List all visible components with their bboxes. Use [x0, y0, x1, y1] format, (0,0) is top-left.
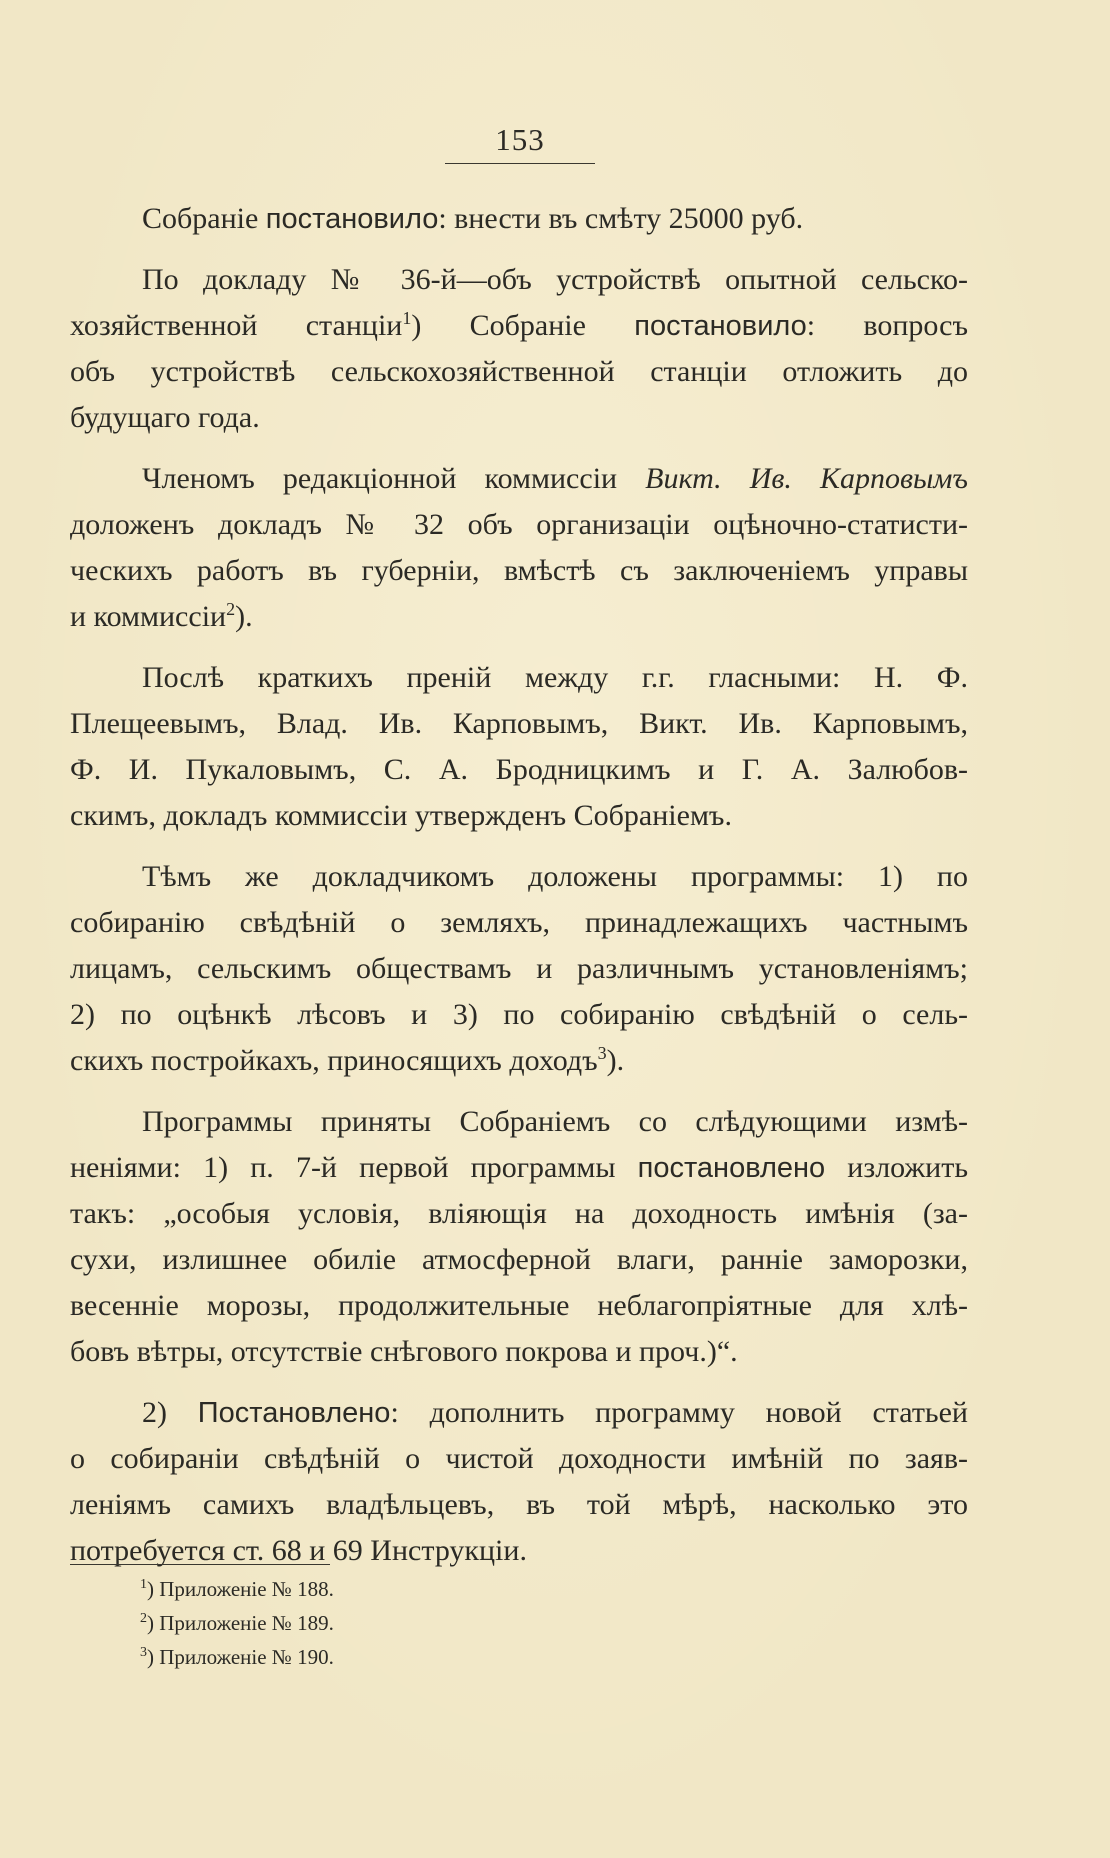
- text-segment: будущаго года.: [70, 401, 260, 434]
- footnote: [140, 1640, 540, 1674]
- text-line: [70, 992, 968, 1038]
- text-segment: ).: [235, 600, 253, 633]
- page-number-rule: [445, 163, 595, 164]
- text-line: [70, 303, 968, 349]
- text-segment: Послѣ краткихъ преній между г.г. гласными: Н. Ф.: [142, 661, 968, 694]
- text-line: [70, 1145, 968, 1191]
- paragraph: [70, 1390, 968, 1574]
- paragraph: [70, 655, 968, 839]
- text-segment: объ устройствѣ сельскохозяйственной станціи отложить до: [70, 355, 968, 388]
- text-segment: изложить: [825, 1151, 968, 1184]
- text-segment: Собраніе: [142, 202, 266, 235]
- text-line: [70, 548, 968, 594]
- text-segment: весенніе морозы, продолжительные неблагопріятные для хлѣ-: [70, 1289, 968, 1322]
- footnote: [140, 1572, 540, 1606]
- text-segment: бовъ вѣтры, отсутствіе снѣгового покрова и проч.)“.: [70, 1335, 738, 1368]
- page-number: 153: [495, 122, 545, 157]
- footnote-mark: 3: [140, 1645, 147, 1660]
- text-line: [70, 1390, 968, 1436]
- text-line: [70, 655, 968, 701]
- text-segment: и коммиссіи: [70, 600, 227, 633]
- text-line: [70, 1237, 968, 1283]
- text-line: [70, 900, 968, 946]
- text-segment: Программы приняты Собраніемъ со слѣдующими измѣ-: [142, 1105, 968, 1138]
- text-line: [70, 1099, 968, 1145]
- text-line: [70, 1038, 968, 1084]
- footnote: [140, 1606, 540, 1640]
- text-segment: По докладу № 36-й—объ устройствѣ опытной сельско-: [142, 263, 968, 296]
- text-line: [70, 946, 968, 992]
- emphasis-text: Постановлено: [197, 1397, 391, 1429]
- text-segment: скихъ постройкахъ, приносящихъ доходъ: [70, 1044, 598, 1077]
- paragraph: [70, 196, 968, 242]
- text-segment: скимъ, докладъ коммиссіи утвержденъ Собраніемъ.: [70, 799, 732, 832]
- text-line: [70, 196, 968, 242]
- emphasis-text: постановило: [265, 203, 439, 235]
- text-segment: Тѣмъ же докладчикомъ доложены программы: 1) по: [142, 860, 968, 893]
- text-line: [70, 1191, 968, 1237]
- text-segment: : внести въ смѣту 25000 руб.: [438, 202, 804, 235]
- text-segment: : вопросъ: [806, 309, 968, 342]
- text-line: [70, 594, 968, 640]
- text-line: [70, 701, 968, 747]
- text-line: [70, 793, 968, 839]
- text-segment: о собираніи свѣдѣній о чистой доходности имѣній по заяв-: [70, 1442, 968, 1475]
- text-line: [70, 1283, 968, 1329]
- text-segment: потребуется ст. 68 и 69 Инструкціи.: [70, 1534, 527, 1567]
- text-segment: такъ: „особыя условія, вліяющія на доходность имѣнія (за-: [70, 1197, 968, 1230]
- footnote-text: ) Приложеніе № 189.: [147, 1611, 334, 1635]
- footnotes: [140, 1572, 540, 1674]
- text-segment: ) Собраніе: [411, 309, 635, 342]
- text-line: [70, 257, 968, 303]
- body-text: [70, 196, 968, 1589]
- paragraph: [70, 257, 968, 441]
- footnote-text: ) Приложеніе № 190.: [147, 1645, 334, 1669]
- footnote-mark: 2: [140, 1611, 147, 1626]
- text-line: [70, 456, 968, 502]
- text-segment: собиранію свѣдѣній о земляхъ, принадлежащихъ частнымъ: [70, 906, 968, 939]
- text-line: [70, 395, 968, 441]
- emphasis-text: постановлено: [637, 1152, 826, 1184]
- footnote-rule: [70, 1564, 330, 1565]
- text-line: [70, 349, 968, 395]
- text-segment: ).: [606, 1044, 625, 1077]
- text-segment: неніями: 1) п. 7-й первой программы: [70, 1151, 638, 1184]
- text-segment: : дополнить программу новой статьей: [390, 1396, 968, 1429]
- footnote-reference: 2: [226, 599, 236, 619]
- paragraph: [70, 456, 968, 640]
- text-segment: 2) по оцѣнкѣ лѣсовъ и 3) по собиранію свѣдѣній о сель-: [70, 998, 968, 1031]
- text-segment: Плещеевымъ, Влад. Ив. Карповымъ, Викт. Ив. Карповымъ,: [70, 707, 968, 740]
- text-segment: 2): [142, 1396, 198, 1429]
- text-segment: Членомъ редакціонной коммиссіи: [142, 462, 646, 495]
- text-segment: доложенъ докладъ № 32 объ организаціи оцѣночно-статисти-: [70, 508, 968, 541]
- text-segment: сухи, излишнее обиліе атмосферной влаги, ранніе заморозки,: [70, 1243, 968, 1276]
- text-line: [70, 1436, 968, 1482]
- text-segment: леніямъ самихъ владѣльцевъ, въ той мѣрѣ, насколько это: [70, 1488, 968, 1521]
- text-segment: лицамъ, сельскимъ обществамъ и различнымъ установленіямъ;: [70, 952, 968, 985]
- footnote-reference: 1: [402, 308, 412, 328]
- text-line: [70, 1528, 968, 1574]
- text-segment: ческихъ работъ въ губерніи, вмѣстѣ съ заключеніемъ управы: [70, 554, 968, 587]
- text-segment: Ф. И. Пукаловымъ, С. А. Бродницкимъ и Г. А. Залюбов-: [70, 753, 968, 786]
- footnote-text: ) Приложеніе № 188.: [147, 1577, 334, 1601]
- text-line: [70, 1482, 968, 1528]
- text-line: [70, 854, 968, 900]
- paragraph: [70, 1099, 968, 1375]
- emphasis-text: постановило: [634, 310, 807, 342]
- paragraph: [70, 854, 968, 1084]
- person-name: Викт. Ив. Карповымъ: [645, 462, 968, 495]
- footnote-reference: 3: [597, 1043, 607, 1063]
- text-line: [70, 747, 968, 793]
- footnote-mark: 1: [140, 1577, 147, 1592]
- text-line: [70, 502, 968, 548]
- text-segment: хозяйственной станціи: [70, 309, 403, 342]
- text-line: [70, 1329, 968, 1375]
